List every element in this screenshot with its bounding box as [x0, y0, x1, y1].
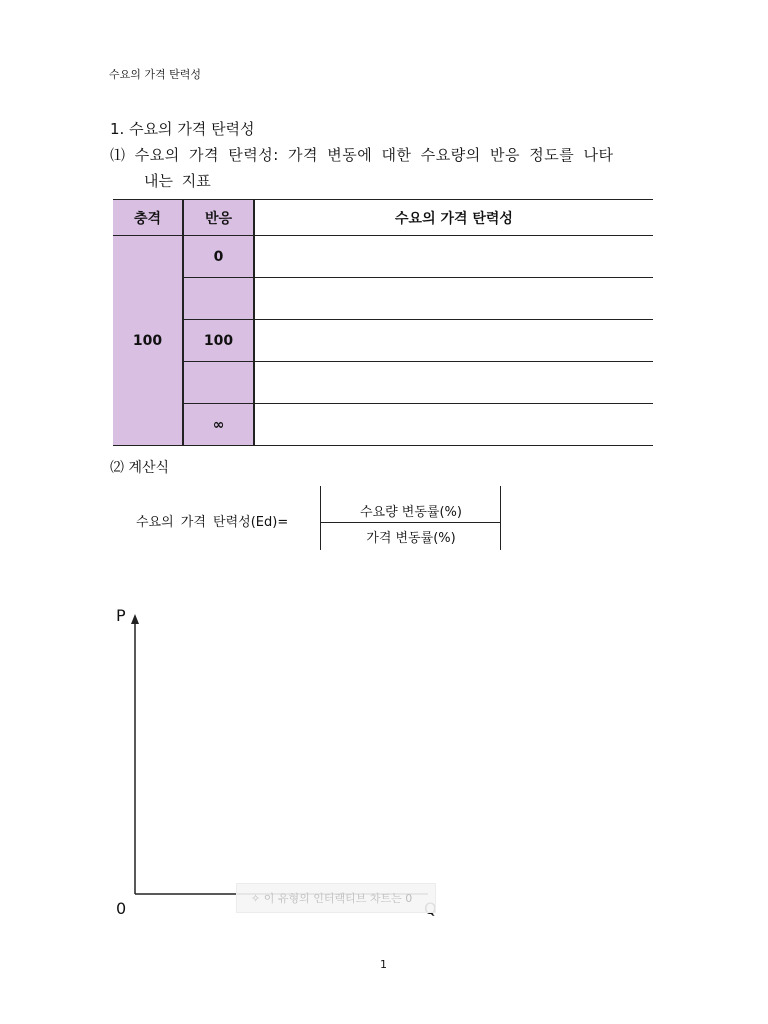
elasticity-cell [254, 278, 653, 320]
fraction-left-bar [320, 486, 321, 550]
elasticity-cell [254, 404, 653, 446]
elasticity-cell [254, 236, 653, 278]
section-heading: 1. 수요의 가격 탄력성 [110, 120, 255, 138]
definition-line-2: 내는 지표 [144, 172, 211, 190]
page-number: 1 [380, 958, 387, 971]
response-cell: ∞ [183, 404, 254, 446]
banner-text: 이 유형의 인터랙티브 차트는 0 [263, 892, 413, 905]
fraction-right-bar [500, 486, 501, 550]
y-axis-label: P [116, 606, 126, 625]
fraction-line [320, 522, 501, 523]
definition-line-1: ⑴ 수요의 가격 탄력성: 가격 변동에 대한 수요량의 반응 정도를 나타 [110, 146, 614, 164]
shock-value-cell: 100 [113, 236, 183, 446]
table-row [113, 362, 653, 404]
response-cell [183, 362, 254, 404]
formula-denominator: 가격 변동률(%) [366, 531, 456, 546]
table-row [113, 236, 653, 278]
table-row [113, 278, 653, 320]
col-header-elasticity: 수요의 가격 탄력성 [254, 200, 653, 236]
interactive-chart-banner[interactable] [236, 883, 436, 913]
table-row [113, 320, 653, 362]
col-header-shock: 충격 [113, 200, 183, 236]
origin-label: 0 [116, 899, 127, 918]
elasticity-table [113, 199, 653, 446]
elasticity-cell [254, 362, 653, 404]
table-header-row [113, 200, 653, 236]
y-axis-arrow-icon [131, 614, 139, 624]
calc-heading: ⑵ 계산식 [110, 460, 170, 476]
sparkle-icon: ✧ [251, 892, 264, 905]
running-header: 수요의 가격 탄력성 [109, 68, 202, 81]
formula-numerator: 수요량 변동률(%) [360, 505, 462, 520]
elasticity-cell [254, 320, 653, 362]
response-cell: 0 [183, 236, 254, 278]
table-row [113, 404, 653, 446]
demand-graph-axes [100, 600, 460, 920]
response-cell [183, 278, 254, 320]
col-header-response: 반응 [183, 200, 254, 236]
response-cell: 100 [183, 320, 254, 362]
formula-label: 수요의 가격 탄력성(Ed)= [136, 515, 289, 530]
